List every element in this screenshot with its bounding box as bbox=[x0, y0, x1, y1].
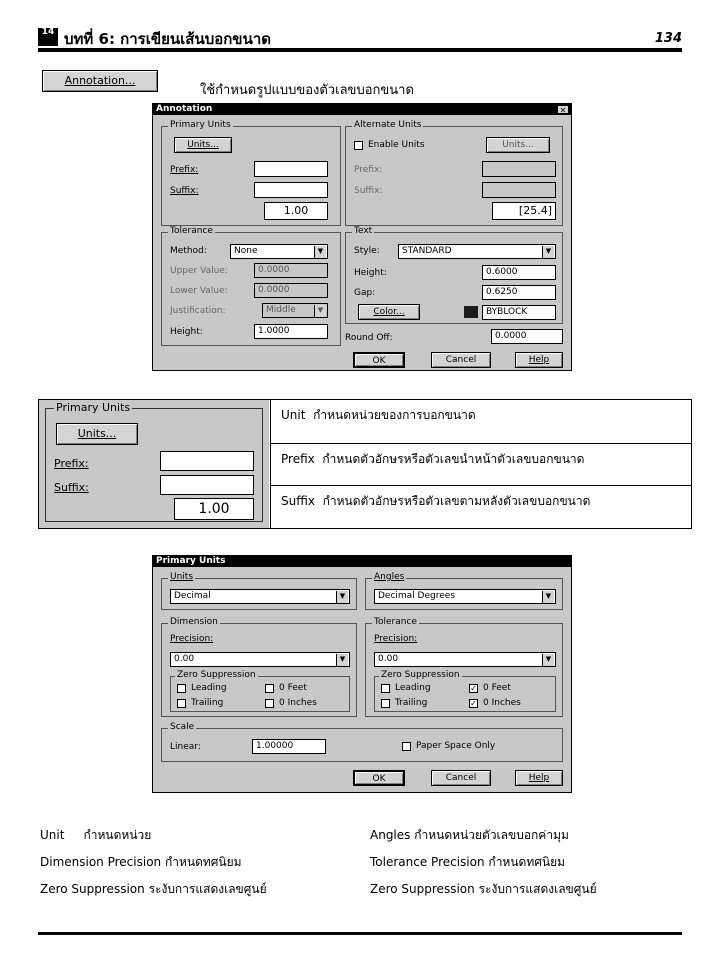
chevron-down-icon: ▼ bbox=[314, 246, 326, 258]
note-right-1 bbox=[370, 853, 565, 872]
pu-dim-feet-label: 0 Feet bbox=[279, 683, 307, 693]
pu-angles-select[interactable] bbox=[374, 589, 556, 604]
method-label: Method: bbox=[170, 246, 207, 256]
pu-tol-precision-select[interactable] bbox=[374, 652, 556, 667]
enable-units-checkbox[interactable] bbox=[354, 141, 363, 150]
justification-select[interactable] bbox=[262, 303, 328, 318]
dialog-title: Annotation bbox=[156, 104, 213, 114]
pu-angles-value: Decimal Degrees bbox=[378, 591, 456, 601]
pu-units-label: Units bbox=[170, 572, 194, 582]
pu-dimension-group bbox=[161, 617, 357, 717]
desc-text: กำหนดตัวอักษรหรือตัวเลขนำหน้าตัวเลขบอกขนาด bbox=[322, 452, 585, 466]
chevron-down-icon: ▼ bbox=[314, 305, 326, 317]
note-text: ระงับการแสดงเลขศูนย์ bbox=[148, 882, 267, 896]
pu-dim-leading-checkbox[interactable] bbox=[177, 684, 186, 693]
annotation-dialog bbox=[152, 103, 572, 371]
round-off-field[interactable]: 0.0000 bbox=[491, 329, 563, 344]
chevron-down-icon: ▼ bbox=[336, 591, 348, 603]
excerpt-units-button[interactable]: Units... bbox=[56, 423, 138, 445]
pu-tol-precision-value: 0.00 bbox=[378, 654, 399, 664]
suffix-field[interactable] bbox=[254, 182, 328, 198]
dialog-titlebar bbox=[153, 104, 571, 115]
pu-tol-inches-label: 0 Inches bbox=[483, 698, 521, 708]
desc-row-prefix bbox=[270, 444, 691, 486]
desc-term: Prefix bbox=[281, 452, 315, 466]
alt-suffix-label: Suffix: bbox=[354, 186, 383, 196]
excerpt-group bbox=[45, 401, 263, 522]
chevron-down-icon: ▼ bbox=[542, 246, 554, 258]
pu-dim-inches-checkbox[interactable] bbox=[265, 699, 274, 708]
color-swatch bbox=[464, 306, 478, 318]
pu-dim-zero-group bbox=[170, 670, 350, 712]
header-rule bbox=[38, 48, 682, 52]
annotation-caption: ใช้กำหนดรูปแบบของตัวเลขบอกขนาด bbox=[200, 83, 414, 98]
text-height-field[interactable]: 0.6000 bbox=[482, 265, 556, 280]
alternate-units-group bbox=[345, 120, 563, 226]
chevron-down-icon: ▼ bbox=[542, 591, 554, 603]
pu-dim-precision-select[interactable] bbox=[170, 652, 350, 667]
units-button[interactable]: Units... bbox=[174, 137, 232, 153]
note-text: ระงับการแสดงเลขศูนย์ bbox=[478, 882, 597, 896]
pu-dim-feet-checkbox[interactable] bbox=[265, 684, 274, 693]
primary-units-dialog bbox=[152, 555, 572, 793]
color-field[interactable]: BYBLOCK bbox=[482, 305, 556, 320]
pu-tol-feet-checkbox[interactable]: ✓ bbox=[470, 684, 477, 693]
cancel-button[interactable]: Cancel bbox=[431, 352, 491, 368]
pu-paper-space-label: Paper Space Only bbox=[416, 741, 496, 751]
pu-units-value: Decimal bbox=[174, 591, 211, 601]
lower-value-label: Lower Value: bbox=[170, 286, 228, 296]
excerpt-prefix-field[interactable] bbox=[160, 451, 254, 471]
excerpt-sample: 1.00 bbox=[174, 498, 254, 520]
pu-tol-inches-checkbox[interactable]: ✓ bbox=[470, 699, 477, 708]
note-right-0 bbox=[370, 826, 569, 845]
chapter-icon: 14 bbox=[38, 28, 58, 46]
ok-button[interactable]: OK bbox=[353, 352, 405, 368]
pu-tol-leading-label: Leading bbox=[395, 683, 431, 693]
style-value: STANDARD bbox=[402, 246, 452, 256]
desc-term: Suffix bbox=[281, 494, 315, 508]
note-left-0 bbox=[40, 826, 151, 845]
note-left-1 bbox=[40, 853, 242, 872]
primary-units-table bbox=[38, 399, 692, 529]
method-select[interactable] bbox=[230, 244, 328, 259]
color-button[interactable]: Color... bbox=[358, 304, 420, 320]
note-right-2 bbox=[370, 880, 597, 899]
prefix-field[interactable] bbox=[254, 161, 328, 177]
upper-value-field[interactable]: 0.0000 bbox=[254, 263, 328, 278]
style-label: Style: bbox=[354, 246, 380, 256]
pu-dim-trailing-label: Trailing bbox=[191, 698, 224, 708]
upper-value-label: Upper Value: bbox=[170, 266, 228, 276]
desc-row-unit bbox=[270, 400, 691, 444]
pu-units-select[interactable] bbox=[170, 589, 350, 604]
justification-label: Justification: bbox=[170, 306, 226, 316]
alt-units-button[interactable]: Units... bbox=[486, 137, 550, 153]
pu-tol-zero-label: Zero Suppression bbox=[381, 670, 460, 680]
alt-prefix-label: Prefix: bbox=[354, 165, 383, 175]
gap-field[interactable]: 0.6250 bbox=[482, 285, 556, 300]
suffix-label: Suffix: bbox=[170, 186, 199, 196]
primary-units-label: Primary Units bbox=[170, 120, 231, 130]
alternate-units-label: Alternate Units bbox=[354, 120, 422, 130]
alternate-sample: [25.4] bbox=[492, 202, 556, 220]
pu-tol-precision-label: Precision: bbox=[374, 634, 418, 644]
chevron-down-icon: ▼ bbox=[542, 654, 554, 666]
pu-help-button[interactable]: Help bbox=[515, 770, 563, 786]
pu-paper-space-checkbox[interactable] bbox=[402, 742, 411, 751]
pu-dim-zero-label: Zero Suppression bbox=[177, 670, 256, 680]
close-icon[interactable]: ✕ bbox=[557, 105, 569, 114]
method-value: None bbox=[234, 246, 258, 256]
pu-angles-group bbox=[365, 572, 563, 610]
pu-dim-precision-value: 0.00 bbox=[174, 654, 195, 664]
footer-rule bbox=[38, 932, 682, 935]
desc-text: กำหนดหน่วยของการบอกขนาด bbox=[313, 408, 476, 422]
pu-tolerance-group bbox=[365, 617, 563, 717]
chapter-title: บทที่ 6: การเขียนเส้นบอกขนาด bbox=[64, 30, 271, 48]
pu-tol-zero-group bbox=[374, 670, 556, 712]
pu-ok-button[interactable]: OK bbox=[353, 770, 405, 786]
note-text: กำหนดทศนิยม bbox=[164, 855, 242, 869]
excerpt-suffix-field[interactable] bbox=[160, 475, 254, 495]
pu-tol-trailing-checkbox[interactable] bbox=[381, 699, 390, 708]
pu-scale-label: Scale bbox=[170, 722, 195, 732]
pu-titlebar bbox=[153, 556, 571, 567]
primary-units-excerpt bbox=[39, 400, 269, 528]
excerpt-prefix-label: Prefix: bbox=[54, 457, 89, 470]
primary-units-group bbox=[161, 120, 341, 226]
note-left-2 bbox=[40, 880, 267, 899]
pu-dim-inches-label: 0 Inches bbox=[279, 698, 317, 708]
note-term: Unit bbox=[40, 828, 65, 842]
gap-label: Gap: bbox=[354, 288, 376, 298]
pu-dim-trailing-checkbox[interactable] bbox=[177, 699, 186, 708]
pu-dimension-label: Dimension bbox=[170, 617, 218, 627]
chevron-down-icon: ▼ bbox=[336, 654, 348, 666]
note-term: Dimension Precision bbox=[40, 855, 162, 869]
enable-units-label: Enable Units bbox=[368, 140, 425, 150]
tolerance-group bbox=[161, 226, 341, 346]
pu-tol-trailing-label: Trailing bbox=[395, 698, 428, 708]
alt-suffix-field[interactable] bbox=[482, 182, 556, 198]
tol-height-field[interactable]: 1.0000 bbox=[254, 324, 328, 339]
pu-scale-group bbox=[161, 722, 563, 762]
pu-cancel-button[interactable]: Cancel bbox=[431, 770, 491, 786]
pu-dim-precision-label: Precision: bbox=[170, 634, 214, 644]
note-text: กำหนดหน่วย bbox=[83, 828, 152, 842]
annotation-button[interactable]: Annotation... bbox=[42, 70, 158, 92]
round-off-label: Round Off: bbox=[345, 333, 393, 343]
note-term: Zero Suppression bbox=[40, 882, 145, 896]
pu-linear-label: Linear: bbox=[170, 742, 201, 752]
note-term: Angles bbox=[370, 828, 411, 842]
note-text: กำหนดหน่วยตัวเลขบอกค่ามุม bbox=[414, 828, 569, 842]
primary-sample: 1.00 bbox=[264, 202, 328, 220]
excerpt-suffix-label: Suffix: bbox=[54, 481, 89, 494]
tolerance-label: Tolerance bbox=[170, 226, 213, 236]
style-select[interactable] bbox=[398, 244, 556, 259]
pu-title: Primary Units bbox=[156, 556, 226, 566]
desc-term: Unit bbox=[281, 408, 306, 422]
lower-value-field[interactable]: 0.0000 bbox=[254, 283, 328, 298]
tol-height-label: Height: bbox=[170, 327, 203, 337]
pu-angles-label: Angles bbox=[374, 572, 405, 582]
pu-tol-feet-label: 0 Feet bbox=[483, 683, 511, 693]
desc-text: กำหนดตัวอักษรหรือตัวเลขตามหลังตัวเลขบอกขนาด bbox=[322, 494, 591, 508]
desc-row-suffix bbox=[270, 486, 691, 528]
pu-linear-field[interactable]: 1.00000 bbox=[252, 739, 326, 754]
pu-units-group bbox=[161, 572, 357, 610]
text-group-label: Text bbox=[354, 226, 373, 236]
text-group bbox=[345, 226, 563, 324]
pu-tol-leading-checkbox[interactable] bbox=[381, 684, 390, 693]
excerpt-group-label: Primary Units bbox=[56, 401, 131, 414]
page-number: 134 bbox=[654, 31, 682, 46]
alt-prefix-field[interactable] bbox=[482, 161, 556, 177]
justification-value: Middle bbox=[266, 305, 296, 315]
text-height-label: Height: bbox=[354, 268, 387, 278]
pu-tolerance-label: Tolerance bbox=[374, 617, 417, 627]
note-term: Tolerance Precision bbox=[370, 855, 485, 869]
note-term: Zero Suppression bbox=[370, 882, 475, 896]
note-text: กำหนดทศนิยม bbox=[488, 855, 566, 869]
pu-dim-leading-label: Leading bbox=[191, 683, 227, 693]
help-button[interactable]: Help bbox=[515, 352, 563, 368]
prefix-label: Prefix: bbox=[170, 165, 199, 175]
